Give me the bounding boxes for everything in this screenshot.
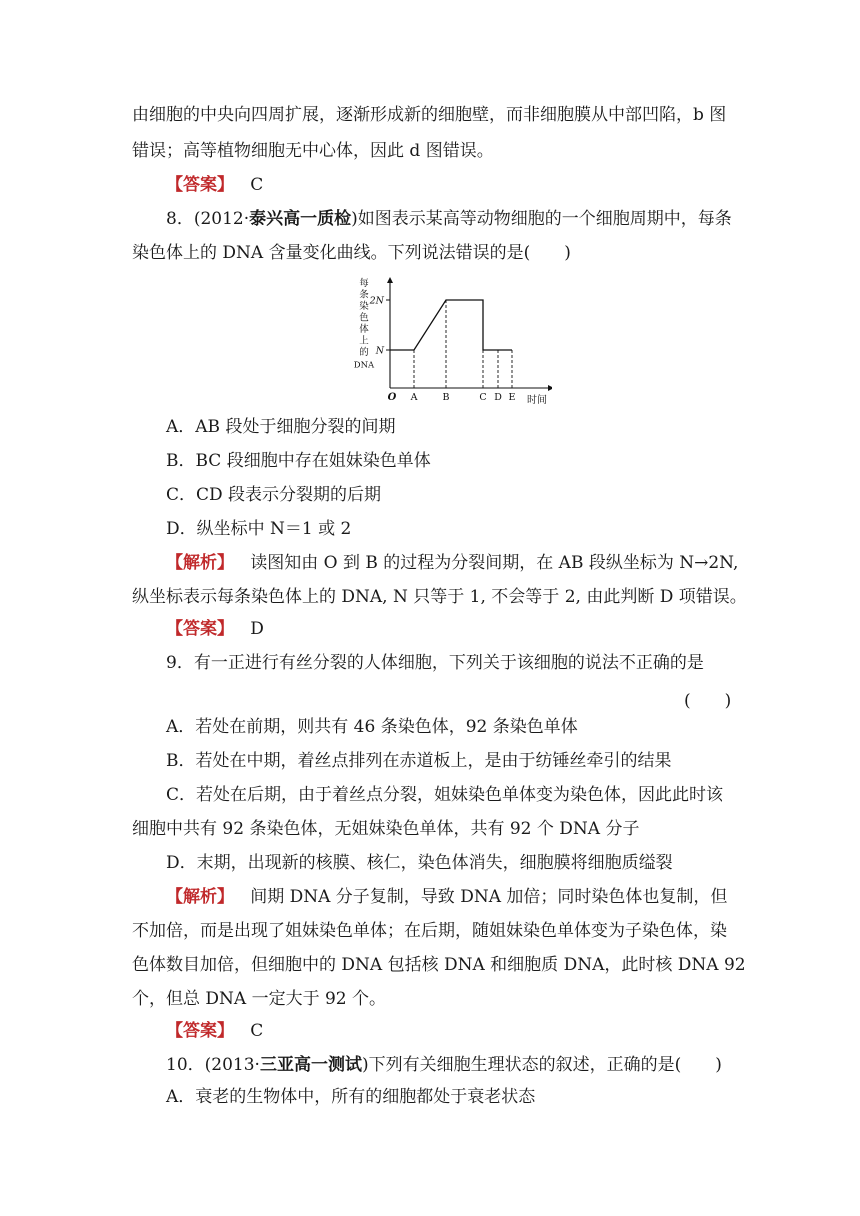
y-axis-arrow bbox=[387, 277, 393, 283]
q8-stem-line2: 染色体上的 DNA 含量变化曲线。下列说法错误的是( ) bbox=[132, 243, 571, 263]
answer-blank: ( ) bbox=[684, 691, 732, 711]
y-axis-label-char: 每 bbox=[359, 278, 369, 289]
y-axis-label-char: 上 bbox=[359, 335, 369, 347]
x-tick-label: A bbox=[410, 392, 418, 403]
origin-label: O bbox=[387, 392, 397, 403]
series-line bbox=[390, 300, 512, 350]
y-axis-label-char: 的 bbox=[359, 347, 369, 358]
q9-option-a: A．若处在前期，则共有 46 条染色体，92 条染色单体 bbox=[166, 717, 578, 737]
q9-option-c-line2: 细胞中共有 92 条染色体，无姐妹染色单体，共有 92 个 DNA 分子 bbox=[132, 819, 640, 839]
x-tick-label: E bbox=[508, 392, 516, 403]
y-axis-label bbox=[354, 277, 375, 371]
answer-label: 【答案】 bbox=[166, 619, 234, 639]
y-axis-label-char: 染 bbox=[359, 301, 369, 312]
source-name: 泰兴高一质检 bbox=[249, 209, 352, 229]
y-axis-label-char: 色 bbox=[359, 312, 369, 324]
analysis-label: 【解析】 bbox=[166, 887, 234, 907]
q8-option-d: D．纵坐标中 N＝1 或 2 bbox=[166, 519, 352, 539]
answer-label: 【答案】 bbox=[166, 175, 234, 195]
x-tick-label: C bbox=[479, 392, 487, 403]
x-tick-label: B bbox=[442, 392, 450, 403]
answer-label: 【答案】 bbox=[166, 1021, 234, 1041]
q8-answer: 【答案】 D bbox=[166, 619, 264, 639]
y-axis-label-char: 体 bbox=[359, 324, 369, 335]
dna-content-chart bbox=[352, 276, 552, 404]
q9-analysis-line2: 不加倍，而是出现了姐妹染色单体；在后期，随姐妹染色单体变为子染色体，染 bbox=[132, 921, 727, 941]
analysis-label: 【解析】 bbox=[166, 553, 234, 573]
q9-option-b: B．若处在中期，着丝点排列在赤道板上，是由于纺锤丝牵引的结果 bbox=[166, 751, 672, 771]
q9-answer: 【答案】 C bbox=[166, 1021, 264, 1041]
q9-stem: 9．有一正进行有丝分裂的人体细胞，下列关于该细胞的说法不正确的是 bbox=[166, 653, 704, 673]
q9-option-d: D．末期，出现新的核膜、核仁，染色体消失，细胞膜将细胞质缢裂 bbox=[166, 853, 673, 873]
y-axis-label-char: 条 bbox=[359, 289, 369, 301]
q9-analysis: 【解析】 间期 DNA 分子复制，导致 DNA 加倍；同时染色体也复制，但 bbox=[166, 887, 728, 907]
explanation-line: 由细胞的中央向四周扩展，逐渐形成新的细胞壁，而非细胞膜从中部凹陷，b 图 bbox=[132, 105, 727, 125]
q8-option-c: C．CD 段表示分裂期的后期 bbox=[166, 485, 382, 505]
q7-answer bbox=[166, 174, 263, 196]
explanation-line: 错误；高等植物细胞无中心体，因此 d 图错误。 bbox=[132, 141, 494, 161]
source-name: 三亚高一测试 bbox=[259, 1055, 362, 1075]
x-tick-label: D bbox=[494, 392, 502, 403]
q9-analysis-line4: 个，但总 DNA 一定大于 92 个。 bbox=[132, 989, 387, 1009]
q9-analysis-line3: 色体数目加倍，但细胞中的 DNA 包括核 DNA 和细胞质 DNA，此时核 DNA 92 bbox=[132, 955, 746, 975]
y-tick-label: N bbox=[375, 345, 384, 357]
answer-value: C bbox=[250, 175, 264, 195]
x-axis-arrow bbox=[548, 385, 552, 391]
y-axis-label-char: DNA bbox=[353, 360, 375, 371]
q8-option-b: B．BC 段细胞中存在姐妹染色单体 bbox=[166, 451, 431, 471]
q9-option-c: C．若处在后期，由于着丝点分裂，姐妹染色单体变为染色体，因此此时该 bbox=[166, 785, 724, 805]
q8-analysis-line2: 纵坐标表示每条染色体上的 DNA, N 只等于 1, 不会等于 2, 由此判断 D 项错误。 bbox=[132, 587, 747, 607]
q10-stem: 10．(2013·三亚高一测试)下列有关细胞生理状态的叙述，正确的是( ) bbox=[166, 1055, 722, 1075]
y-tick-label: 2N bbox=[369, 295, 384, 307]
q8-option-a: A．AB 段处于细胞分裂的间期 bbox=[166, 417, 396, 437]
q10-option-a: A．衰老的生物体中，所有的细胞都处于衰老状态 bbox=[166, 1087, 536, 1107]
q8-analysis: 【解析】 读图知由 O 到 B 的过程为分裂间期，在 AB 段纵坐标为 N→2N, bbox=[166, 553, 739, 573]
q8-stem: 8．(2012·泰兴高一质检)如图表示某高等动物细胞的一个细胞周期中，每条 bbox=[166, 209, 732, 229]
x-axis-label: 时间 bbox=[527, 395, 547, 404]
